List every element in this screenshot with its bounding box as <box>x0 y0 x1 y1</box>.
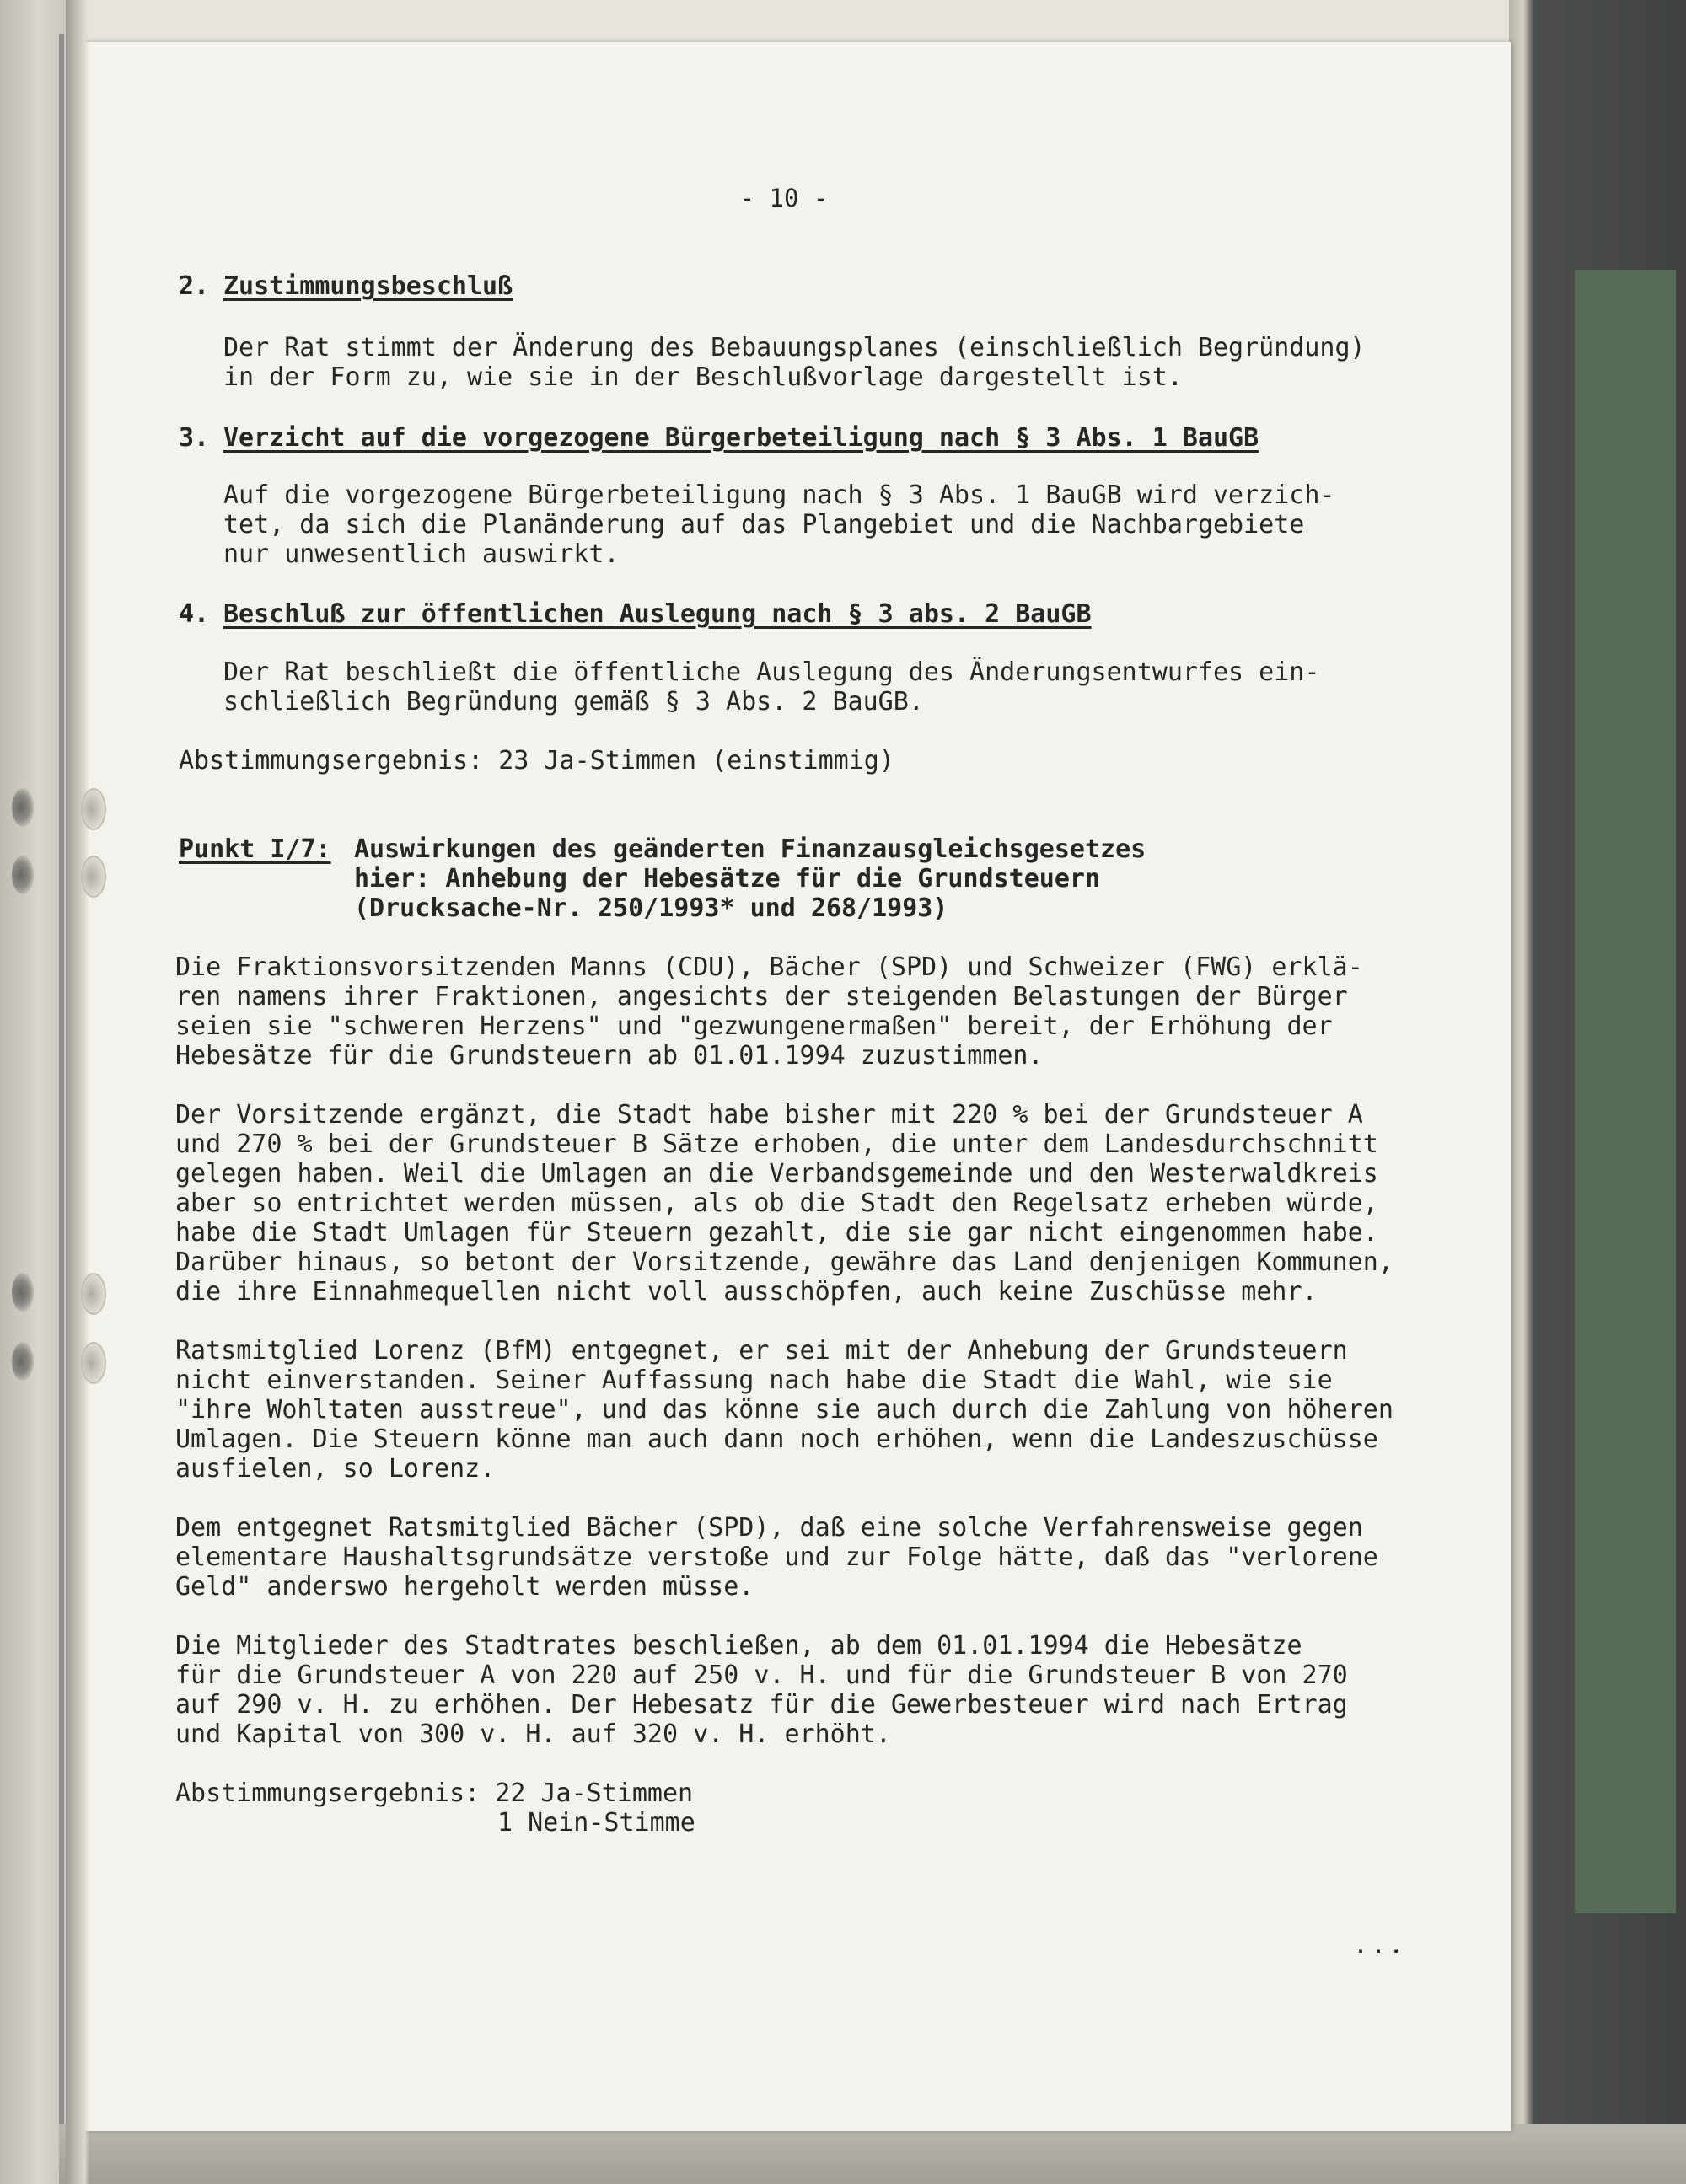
body-line: "ihre Wohltaten ausstreue", und das könne sie auch durch die Zahlung von höheren <box>175 1395 1393 1425</box>
binder-edge <box>59 34 64 2141</box>
body-line: Die Fraktionsvorsitzenden Manns (CDU), Bächer (SPD) und Schweizer (FWG) erklä- <box>175 952 1363 982</box>
body-line: und 270 % bei der Grundsteuer B Sätze erhoben, die unter dem Landesdurchschnitt <box>175 1130 1378 1159</box>
body-line: in der Form zu, wie sie in der Beschlußvorlage dargestellt ist. <box>223 362 1183 392</box>
continuation-marker: ... <box>1353 1930 1407 1960</box>
punch-hole-icon <box>81 788 106 830</box>
body-line: und Kapital von 300 v. H. auf 320 v. H. erhöht. <box>175 1720 891 1749</box>
punch-hole-icon <box>12 1342 34 1381</box>
body-line: Ratsmitglied Lorenz (BfM) entgegnet, er sei mit der Anhebung der Grundsteuern <box>175 1336 1348 1366</box>
body-line: Geld" anderswo hergeholt werden müsse. <box>175 1572 754 1602</box>
section-number: 4. <box>179 599 210 629</box>
body-line: Der Vorsitzende ergänzt, die Stadt habe bisher mit 220 % bei der Grundsteuer A <box>175 1100 1363 1130</box>
vote-result: Abstimmungsergebnis: 22 Ja-Stimmen <box>175 1779 694 1808</box>
body-line: die ihre Einnahmequellen nicht voll ausschöpfen, auch keine Zuschüsse mehr. <box>175 1277 1318 1307</box>
body-line: tet, da sich die Planänderung auf das Plangebiet und die Nachbargebiete <box>223 510 1305 539</box>
body-line: nur unwesentlich auswirkt. <box>223 539 620 569</box>
body-line: Der Rat beschließt die öffentliche Auslegung des Änderungsentwurfes ein- <box>223 657 1320 687</box>
page-number: - 10 - <box>739 184 829 212</box>
vote-result: 1 Nein-Stimme <box>497 1808 695 1838</box>
punch-hole-icon <box>12 788 34 827</box>
binder-bottom <box>59 2124 1686 2184</box>
body-line: auf 290 v. H. zu erhöhen. Der Hebesatz für die Gewerbesteuer wird nach Ertrag <box>175 1690 1348 1720</box>
body-line: gelegen haben. Weil die Umlagen an die Verbandsgemeinde und den Westerwaldkreis <box>175 1159 1378 1189</box>
body-line: ren namens ihrer Fraktionen, angesichts der steigenden Belastungen der Bürger <box>175 982 1348 1012</box>
body-line: habe die Stadt Umlagen für Steuern gezahlt, die sie gar nicht eingenommen habe. <box>175 1218 1378 1248</box>
body-line: Auf die vorgezogene Bürgerbeteiligung nach § 3 Abs. 1 BauGB wird verzich- <box>223 480 1335 510</box>
punch-hole-icon <box>81 1273 106 1315</box>
agenda-item-title: hier: Anhebung der Hebesätze für die Grundsteuern <box>354 864 1101 893</box>
body-line: schließlich Begründung gemäß § 3 Abs. 2 BauGB. <box>223 687 924 716</box>
left-page-edge <box>0 0 66 2184</box>
section-heading: Beschluß zur öffentlichen Auslegung nach § 3 abs. 2 BauGB <box>223 599 1092 629</box>
body-line: seien sie "schweren Herzens" und "gezwungenermaßen" bereit, der Erhöhung der <box>175 1012 1333 1041</box>
body-line: elementare Haushaltsgrundsätze verstoße und zur Folge hätte, daß das "verlorene <box>175 1543 1378 1572</box>
body-line: nicht einverstanden. Seiner Auffassung nach habe die Stadt die Wahl, wie sie <box>175 1366 1333 1395</box>
body-line: Dem entgegnet Ratsmitglied Bächer (SPD), daß eine solche Verfahrensweise gegen <box>175 1513 1363 1543</box>
gutter-shadow <box>66 0 89 2184</box>
body-line: Umlagen. Die Steuern könne man auch dann noch erhöhen, wenn die Landeszuschüsse <box>175 1425 1378 1454</box>
body-line: Die Mitglieder des Stadtrates beschließen, ab dem 01.01.1994 die Hebesätze <box>175 1631 1302 1661</box>
section-heading: Verzicht auf die vorgezogene Bürgerbeteiligung nach § 3 Abs. 1 BauGB <box>223 423 1259 453</box>
body-line: aber so entrichtet werden müssen, als ob die Stadt den Regelsatz erheben würde, <box>175 1189 1378 1218</box>
body-line: ausfielen, so Lorenz. <box>175 1454 496 1484</box>
punch-hole-icon <box>81 1342 106 1384</box>
body-line: Hebesätze für die Grundsteuern ab 01.01.1994 zuzustimmen. <box>175 1041 1044 1071</box>
body-line: Darüber hinaus, so betont der Vorsitzende, gewähre das Land denjenigen Kommunen, <box>175 1248 1393 1277</box>
binder-cover-panel <box>1575 270 1676 1913</box>
agenda-item-title: (Drucksache-Nr. 250/1993* und 268/1993) <box>354 893 948 923</box>
agenda-item-label: Punkt I/7: <box>179 834 331 864</box>
vote-result: Abstimmungsergebnis: 23 Ja-Stimmen (einstimmig) <box>179 746 894 775</box>
body-line: für die Grundsteuer A von 220 auf 250 v. H. und für die Grundsteuer B von 270 <box>175 1661 1348 1690</box>
punch-hole-icon <box>12 856 34 894</box>
section-number: 3. <box>179 423 210 453</box>
punch-hole-icon <box>12 1273 34 1312</box>
section-heading: Zustimmungsbeschluß <box>223 271 513 301</box>
section-number: 2. <box>179 271 210 301</box>
punch-hole-icon <box>81 856 106 898</box>
agenda-item-title: Auswirkungen des geänderten Finanzausgleichsgesetzes <box>354 834 1146 864</box>
body-line: Der Rat stimmt der Änderung des Bebauungsplanes (einschließlich Begründung) <box>223 333 1366 362</box>
